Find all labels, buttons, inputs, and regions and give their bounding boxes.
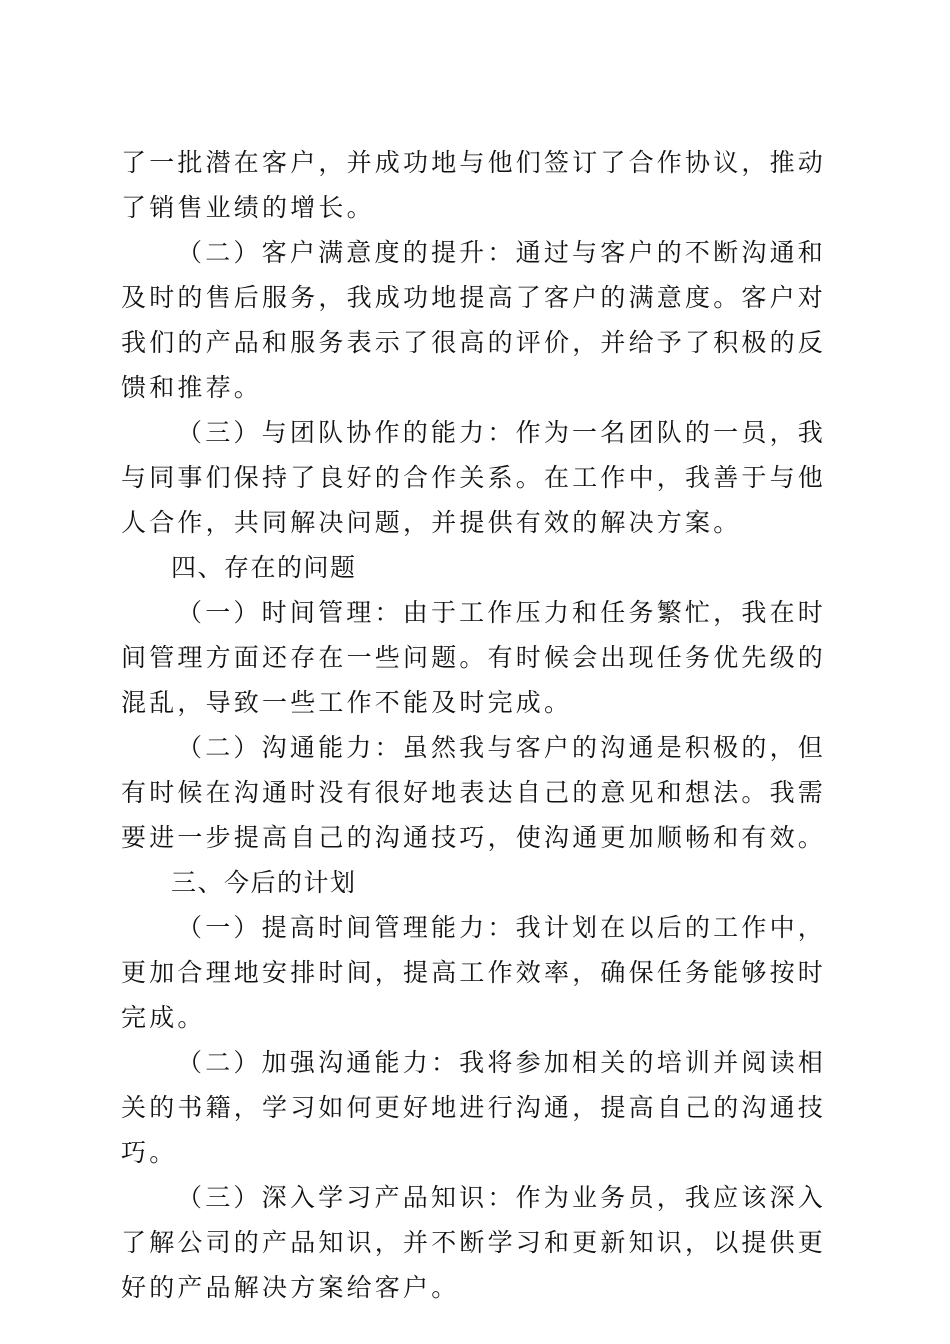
paragraph-plan-product-knowledge: （三）深入学习产品知识：作为业务员，我应该深入了解公司的产品知识，并不断学习和更新知识，以提供更好的产品解决方案给客户。 (121, 1183, 827, 1302)
paragraph-plan-time-management: （一）提高时间管理能力：我计划在以后的工作中，更加合理地安排时间，提高工作效率，确保任务能够按时完成。 (121, 913, 827, 1032)
paragraph-teamwork: （三）与团队协作的能力：作为一名团队的一员，我与同事们保持了良好的合作关系。在工作中，我善于与他人合作，共同解决问题，并提供有效的解决方案。 (121, 418, 827, 537)
paragraph-communication: （二）沟通能力：虽然我与客户的沟通是积极的，但有时候在沟通时没有很好地表达自己的意见和想法。我需要进一步提高自己的沟通技巧，使沟通更加顺畅和有效。 (121, 733, 827, 852)
paragraph-customer-satisfaction: （二）客户满意度的提升：通过与客户的不断沟通和及时的售后服务，我成功地提高了客户的满意度。客户对我们的产品和服务表示了很高的评价，并给予了积极的反馈和推荐。 (121, 238, 827, 402)
paragraph-time-management: （一）时间管理：由于工作压力和任务繁忙，我在时间管理方面还存在一些问题。有时候会出现任务优先级的混乱，导致一些工作不能及时完成。 (121, 598, 827, 717)
paragraph-continuation: 了一批潜在客户，并成功地与他们签订了合作协议，推动了销售业绩的增长。 (121, 148, 827, 222)
paragraph-plan-communication: （二）加强沟通能力：我将参加相关的培训并阅读相关的书籍，学习如何更好地进行沟通，提高自己的沟通技巧。 (121, 1048, 827, 1167)
section-heading-problems: 四、存在的问题 (171, 553, 357, 582)
section-heading-future-plans: 三、今后的计划 (171, 868, 357, 897)
document-body (121, 140, 826, 1310)
